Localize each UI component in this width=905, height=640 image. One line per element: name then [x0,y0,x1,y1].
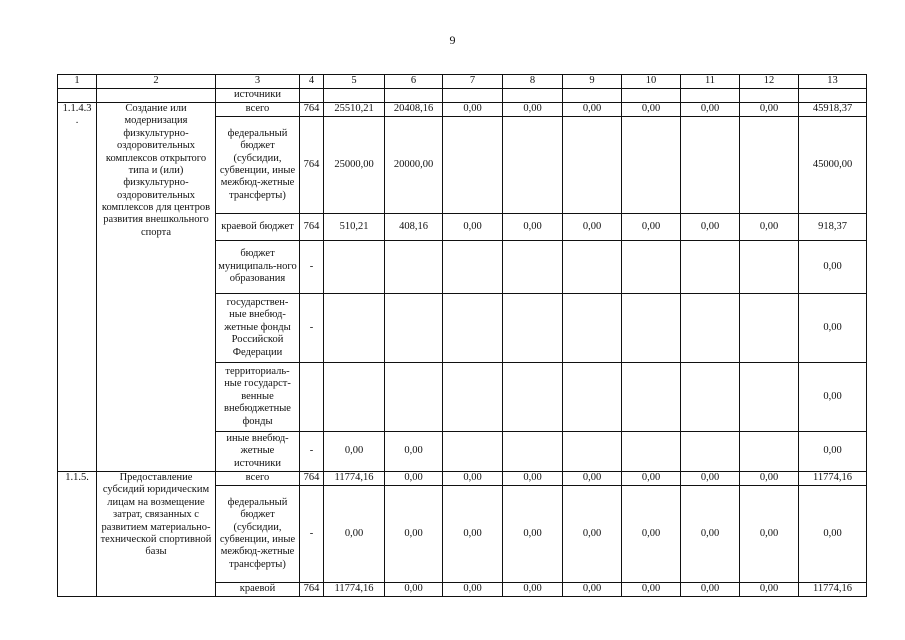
value-cell: 0,00 [503,472,563,486]
value-cell [324,363,385,432]
value-cell [740,432,799,472]
cell [563,89,622,103]
value-cell: 0,00 [681,103,740,117]
value-cell: 0,00 [622,486,681,583]
value-cell: 0,00 [799,294,867,363]
source-cell: бюджет муниципаль-ного образования [216,241,300,294]
value-cell [503,363,563,432]
value-cell: 0,00 [799,486,867,583]
value-cell [740,117,799,214]
source-cell: государствен-ные внебюд-жетные фонды Российской Федерации [216,294,300,363]
value-cell: - [300,241,324,294]
cell [681,89,740,103]
cell [97,89,216,103]
source-cell: всего [216,472,300,486]
header-cell: 8 [503,75,563,89]
value-cell: 0,00 [324,486,385,583]
value-cell: 764 [300,472,324,486]
value-cell [681,117,740,214]
cell [740,89,799,103]
value-cell [740,363,799,432]
page-number: 9 [449,33,456,47]
cell [300,89,324,103]
value-cell [563,294,622,363]
value-cell: 0,00 [799,432,867,472]
value-cell: 20000,00 [385,117,443,214]
header-cell: 13 [799,75,867,89]
header-cell: 2 [97,75,216,89]
value-cell: 0,00 [443,486,503,583]
value-cell: 0,00 [622,214,681,241]
value-cell: 0,00 [385,583,443,597]
value-cell [622,241,681,294]
value-cell: 918,37 [799,214,867,241]
value-cell: 0,00 [563,472,622,486]
source-cell: федеральный бюджет (субсидии, субвенции, иные межбюд-жетные трансферты) [216,117,300,214]
value-cell: 0,00 [443,583,503,597]
value-cell: 510,21 [324,214,385,241]
source-cell: территориаль-ные государст-венные внебюджетные фонды [216,363,300,432]
value-cell: 0,00 [740,472,799,486]
value-cell: 45918,37 [799,103,867,117]
value-cell: 0,00 [385,486,443,583]
value-cell: 764 [300,117,324,214]
source-cell: источники [216,89,300,103]
value-cell: 0,00 [740,486,799,583]
source-cell: федеральный бюджет (субсидии, субвенции, иные межбюд-жетные трансферты) [216,486,300,583]
value-cell [443,294,503,363]
value-cell [503,117,563,214]
cell [324,89,385,103]
cell [799,89,867,103]
value-cell [740,294,799,363]
value-cell: 0,00 [443,214,503,241]
value-cell: 764 [300,583,324,597]
source-cell: краевой [216,583,300,597]
value-cell: 0,00 [443,103,503,117]
value-cell [443,363,503,432]
column-number-row [58,75,867,89]
value-cell: 0,00 [740,583,799,597]
value-cell: - [300,294,324,363]
value-cell: 0,00 [503,103,563,117]
value-cell: 11774,16 [799,583,867,597]
value-cell: 0,00 [324,432,385,472]
value-cell [563,432,622,472]
value-cell: 0,00 [385,432,443,472]
value-cell: 0,00 [503,214,563,241]
value-cell [300,363,324,432]
header-cell: 5 [324,75,385,89]
value-cell: 0,00 [740,103,799,117]
item-code-cell: 1.1.5. [58,472,97,597]
value-cell: 25510,21 [324,103,385,117]
value-cell [563,117,622,214]
value-cell [324,294,385,363]
cell [58,89,97,103]
source-cell: всего [216,103,300,117]
value-cell [385,363,443,432]
value-cell [622,117,681,214]
value-cell [503,241,563,294]
source-cell: иные внебюд-жетные источники [216,432,300,472]
value-cell: 25000,00 [324,117,385,214]
value-cell: 0,00 [681,472,740,486]
table-row [58,103,867,117]
header-cell: 7 [443,75,503,89]
value-cell [681,432,740,472]
value-cell: 0,00 [563,103,622,117]
value-cell [443,432,503,472]
value-cell [443,241,503,294]
value-cell [385,241,443,294]
value-cell [503,294,563,363]
value-cell: 0,00 [681,583,740,597]
value-cell: 0,00 [443,472,503,486]
value-cell: 408,16 [385,214,443,241]
value-cell: 0,00 [681,214,740,241]
value-cell: 0,00 [622,103,681,117]
value-cell [385,294,443,363]
value-cell [503,432,563,472]
value-cell: 0,00 [563,214,622,241]
cell [503,89,563,103]
value-cell: - [300,486,324,583]
item-name-cell: Предоставление субсидий юридическим лицам на возмещение затрат, связанных с развитием материально-технической спортивной базы [97,472,216,597]
value-cell [622,363,681,432]
value-cell: 0,00 [563,486,622,583]
value-cell [563,241,622,294]
item-name-cell: Создание или модернизация физкультурно-оздоровительных комплексов открытого типа и (или) физкультурно-оздоровительных комплексов для центров развития внешкольного спорта [97,103,216,472]
value-cell [622,294,681,363]
value-cell: 0,00 [799,241,867,294]
value-cell: 45000,00 [799,117,867,214]
value-cell [443,117,503,214]
value-cell: 20408,16 [385,103,443,117]
value-cell: 0,00 [799,363,867,432]
value-cell: 0,00 [563,583,622,597]
header-cell: 9 [563,75,622,89]
value-cell [740,241,799,294]
value-cell [622,432,681,472]
value-cell: 11774,16 [324,472,385,486]
cell [622,89,681,103]
header-cell: 12 [740,75,799,89]
value-cell: 764 [300,214,324,241]
value-cell: 764 [300,103,324,117]
value-cell: 0,00 [622,583,681,597]
value-cell [681,241,740,294]
value-cell: - [300,432,324,472]
value-cell [681,363,740,432]
header-cell: 11 [681,75,740,89]
header-cell: 6 [385,75,443,89]
cell [443,89,503,103]
value-cell: 0,00 [622,472,681,486]
table-row [58,472,867,486]
continuation-row [58,89,867,103]
value-cell: 0,00 [385,472,443,486]
value-cell: 11774,16 [799,472,867,486]
value-cell: 11774,16 [324,583,385,597]
header-cell: 4 [300,75,324,89]
item-code-cell: 1.1.4.3 . [58,103,97,472]
header-cell: 3 [216,75,300,89]
value-cell [324,241,385,294]
value-cell: 0,00 [740,214,799,241]
value-cell [563,363,622,432]
header-cell: 10 [622,75,681,89]
cell [385,89,443,103]
source-cell: краевой бюджет [216,214,300,241]
value-cell: 0,00 [681,486,740,583]
value-cell: 0,00 [503,583,563,597]
header-cell: 1 [58,75,97,89]
budget-table [57,74,867,597]
value-cell: 0,00 [503,486,563,583]
value-cell [681,294,740,363]
